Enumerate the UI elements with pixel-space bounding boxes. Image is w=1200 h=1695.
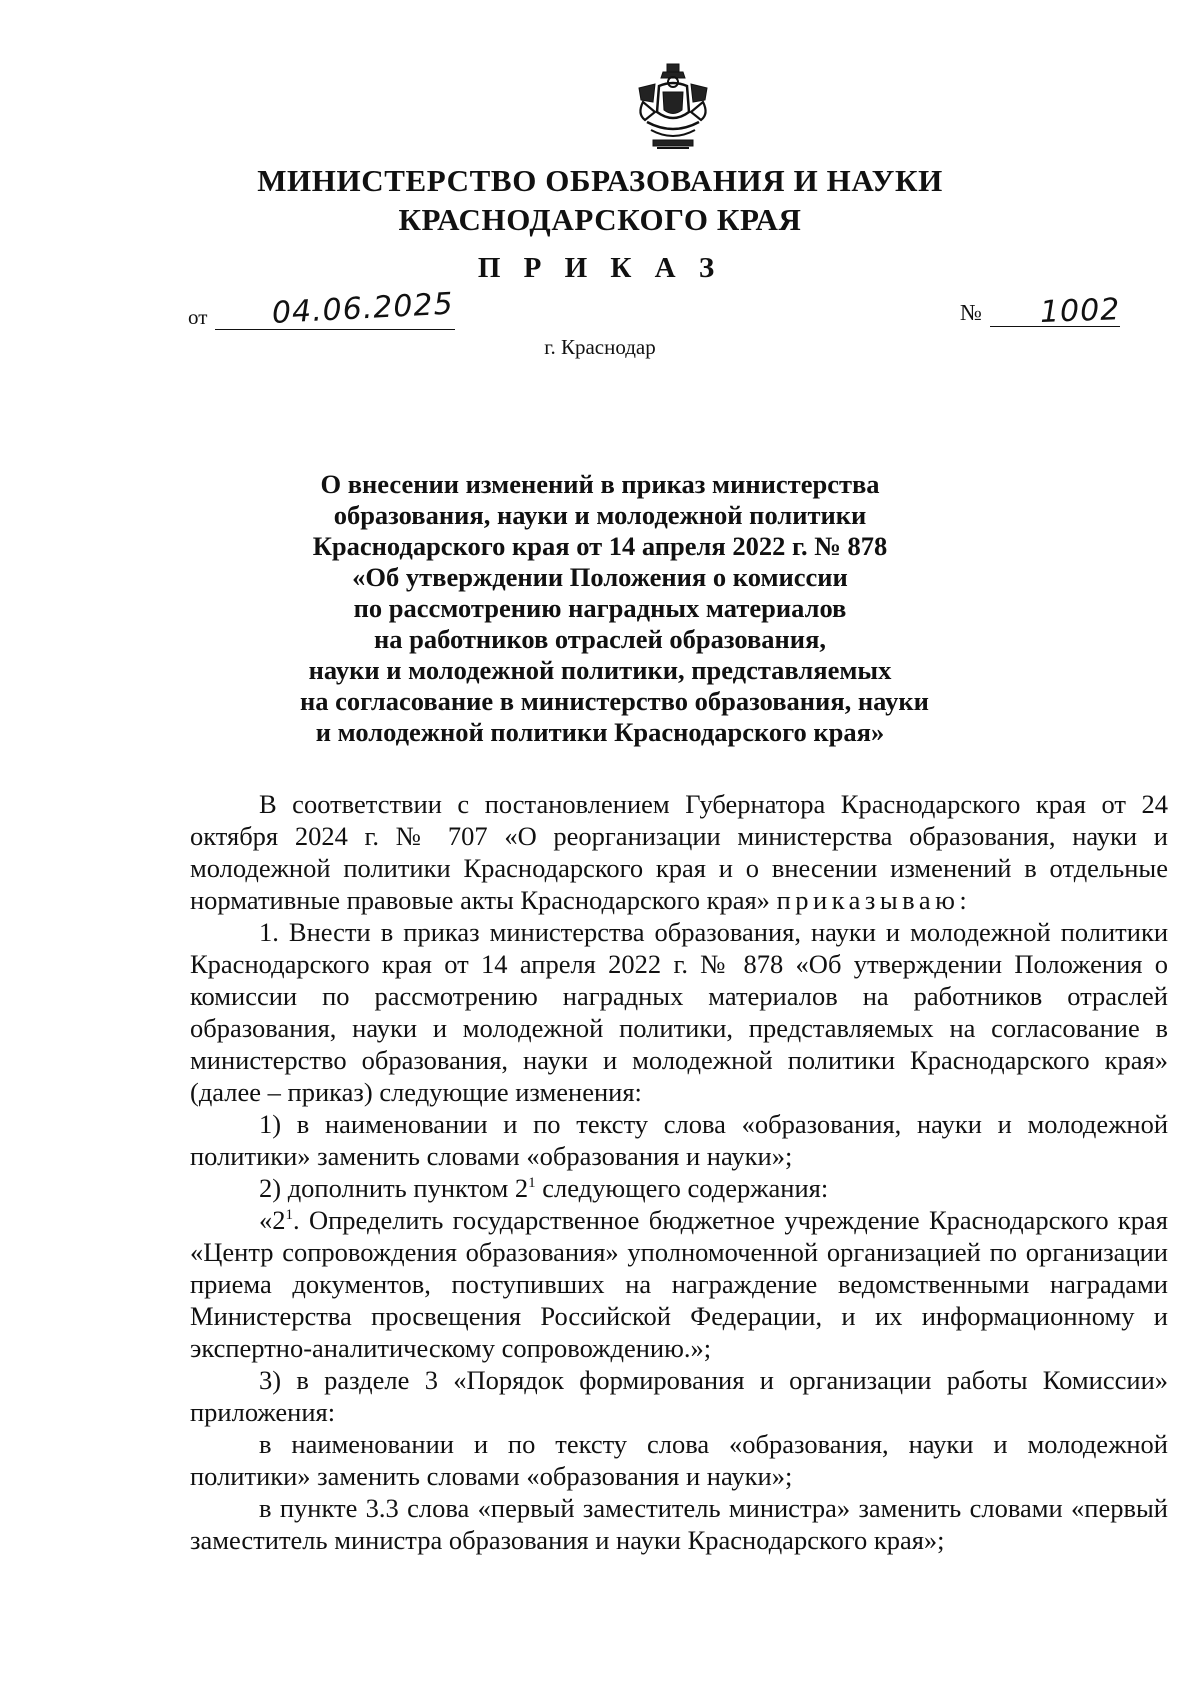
title-line: Краснодарского края от 14 апреля 2022 г. № 878 <box>312 531 888 561</box>
title-line: О внесении изменений в приказ министерства <box>320 469 880 499</box>
number-prefix: № <box>960 300 982 325</box>
title-line: науки и молодежной политики, представляемых <box>308 655 892 685</box>
title-line: на работников отраслей образования, <box>373 624 827 654</box>
title-line: по рассмотрению наградных материалов <box>353 593 847 623</box>
new-clause-start: «2 <box>259 1205 286 1235</box>
city: г. Краснодар <box>544 335 656 359</box>
subitem-2-text-after: следующего содержания: <box>535 1173 829 1203</box>
paragraph-subitem-3-a: в наименовании и по тексту слова «образования, науки и молодежной политики» заменить словами «образования и науки»; <box>190 1429 1168 1491</box>
subitem-2-text: 2) дополнить пунктом 2 <box>259 1173 529 1203</box>
paragraph-subitem-3-b: в пункте 3.3 слова «первый заместитель министра» заменить словами «первый заместитель министра образования и науки Краснодарского края»; <box>190 1493 1168 1555</box>
title-line: образования, науки и молодежной политики <box>333 500 867 530</box>
paragraph-preamble <box>190 788 1168 916</box>
ministry-name-line1: МИНИСТЕРСТВО ОБРАЗОВАНИЯ И НАУКИ <box>257 163 943 198</box>
handwritten-number: 1002 <box>1039 292 1121 330</box>
paragraph-subitem-2 <box>190 1172 1168 1204</box>
paragraph-item-1: 1. Внести в приказ министерства образования, науки и молодежной политики Краснодарского края от 14 апреля 2022 г. № 878 «Об утверждении Положения о комиссии по рассмотрению наградных материалов на работников отраслей образования, науки и молодежной политики, представляемых на согласование в министерство образования, науки и молодежной политики Краснодарского края» (далее – приказ) следующие изменения: <box>190 917 1168 1107</box>
document-body <box>190 788 1168 1556</box>
paragraph-subitem-1: 1) в наименовании и по тексту слова «образования, науки и молодежной политики» заменить словами «образования и науки»; <box>190 1109 1168 1171</box>
paragraph-new-clause <box>190 1204 1168 1364</box>
title-line: «Об утверждении Положения о комиссии <box>352 562 848 592</box>
order-word: приказываю: <box>776 885 972 915</box>
title-line: на согласование в министерство образования, науки <box>300 686 929 716</box>
superscript: 1 <box>528 1175 536 1192</box>
preamble-text: В соответствии с постановлением Губернатора Краснодарского края от 24 октября 2024 г. № 707 «О реорганизации министерства образования, науки и молодежной политики Краснодарского края и о внесении изменений в отдельные нормативные правовые акты Краснодарского края» <box>190 789 1168 915</box>
document-type: П Р И К А З <box>477 252 723 284</box>
date-underline <box>215 329 455 330</box>
coat-of-arms-icon <box>633 62 713 154</box>
handwritten-date: 04.06.2025 <box>271 286 455 331</box>
paragraph-subitem-3: 3) в разделе 3 «Порядок формирования и организации работы Комиссии» приложения: <box>190 1365 1168 1427</box>
title-line: и молодежной политики Краснодарского края» <box>315 717 885 747</box>
document-title <box>300 469 929 748</box>
date-prefix: от <box>188 305 208 329</box>
ministry-name-line2: КРАСНОДАРСКОГО КРАЯ <box>398 202 802 237</box>
new-clause-text: . Определить государственное бюджетное учреждение Краснодарского края «Центр сопровождения образования» уполномоченной организацией по организации приема документов, поступивших на награждение ведомственными наградами Министерства просвещения Российской Федерации, и их информационному и экспертно-аналитическому сопровождению.»; <box>190 1205 1168 1363</box>
superscript: 1 <box>285 1207 293 1224</box>
